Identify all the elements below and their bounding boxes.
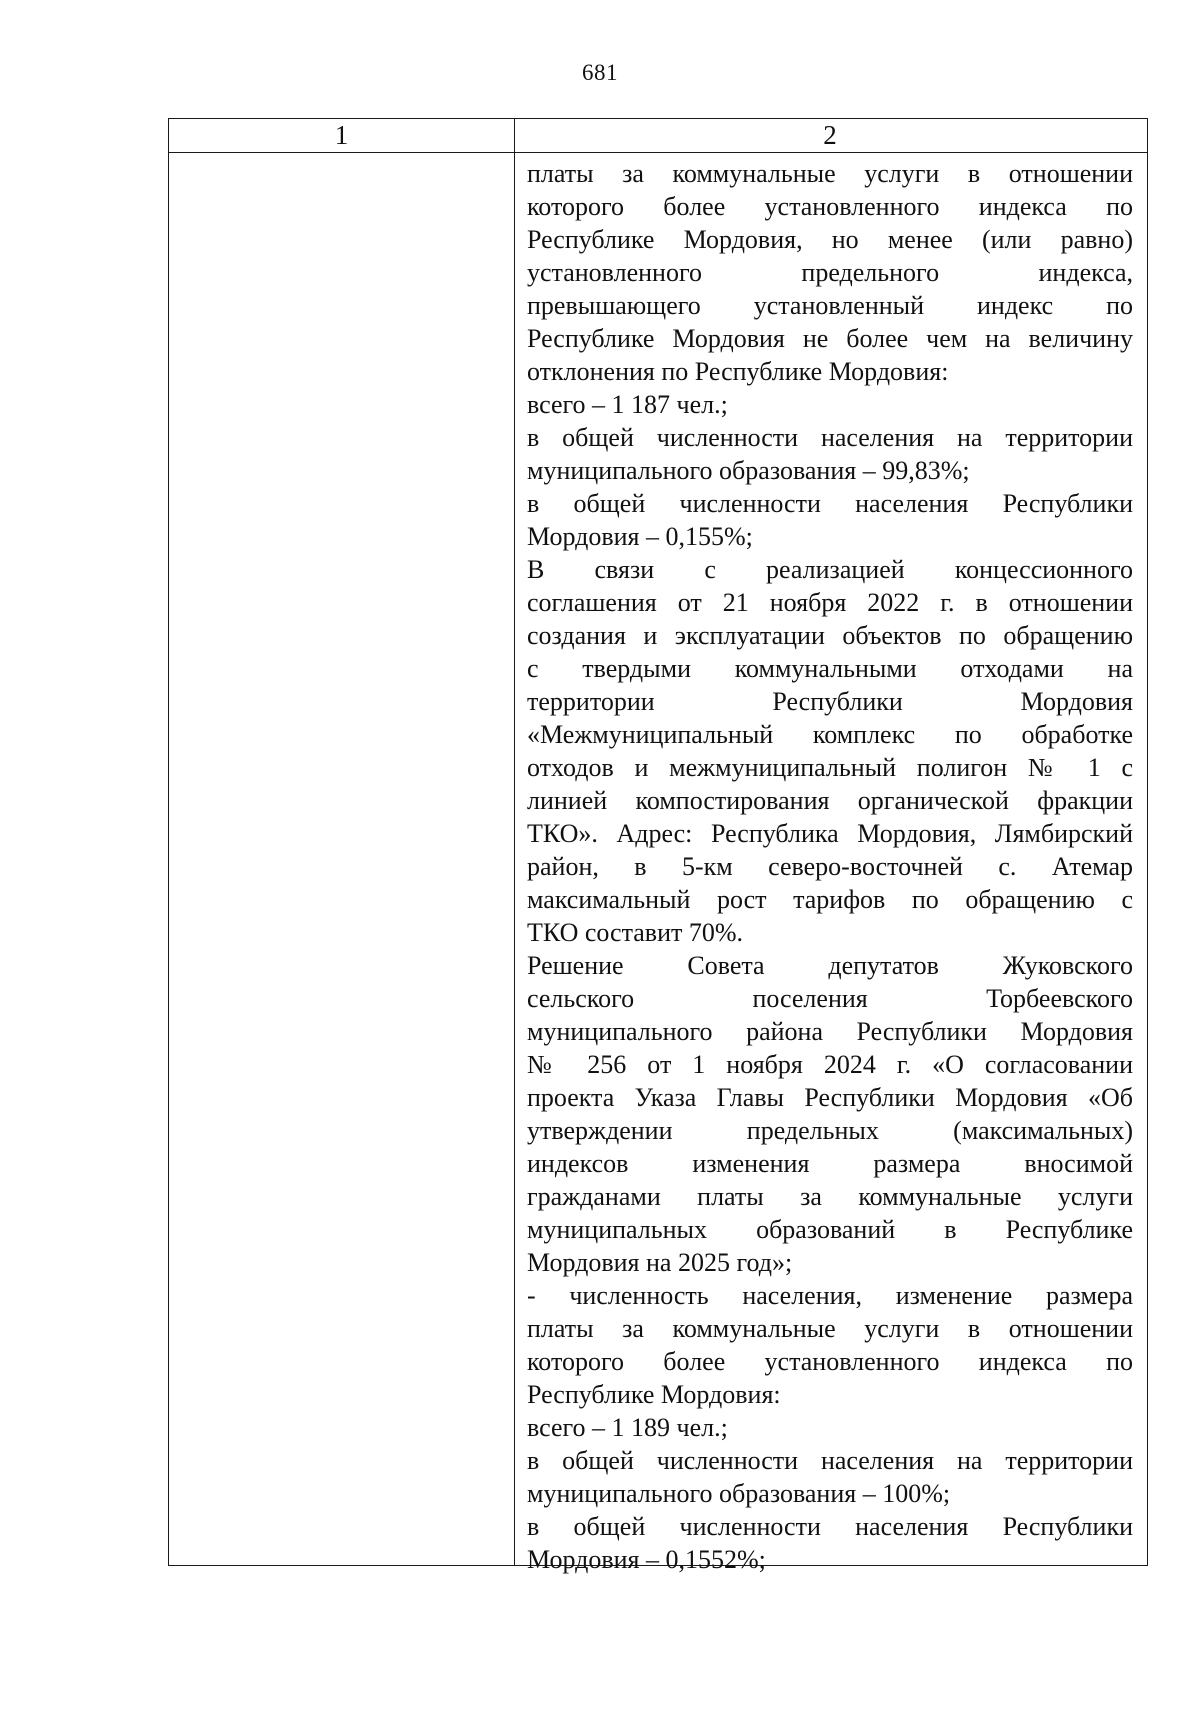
text-line: район, в 5-км северо-восточней с. Атемар (527, 852, 1133, 881)
text-line: Республике Мордовия не более чем на величину (527, 324, 1133, 353)
text-line: «Межмуниципальный комплекс по обработке (527, 720, 1133, 749)
text-line: муниципального образования – 100%; (527, 1479, 951, 1508)
text-line: максимальный рост тарифов по обращению с (527, 885, 1133, 914)
text-line: территории Республики Мордовия (527, 687, 1133, 716)
text-line: Мордовия на 2025 год»; (527, 1248, 793, 1277)
text-line: в общей численности населения Республики (527, 489, 1133, 518)
text-line: сельского поселения Торбеевского (527, 984, 1133, 1013)
text-line: утверждении предельных (максимальных) (527, 1116, 1133, 1145)
text-line: которого более установленного индекса по (527, 1347, 1133, 1376)
column-header-1: 1 (334, 120, 349, 150)
text-line: В связи с реализацией концессионного (527, 555, 1133, 584)
left-column-cell (169, 153, 514, 1565)
text-line: соглашения от 21 ноября 2022 г. в отношении (527, 588, 1133, 617)
text-line: ТКО». Адрес: Республика Мордовия, Лямбирский (527, 819, 1133, 848)
text-line: Республике Мордовия, но менее (или равно) (527, 225, 1133, 254)
text-line: превышающего установленный индекс по (527, 291, 1133, 320)
text-line: ТКО составит 70%. (527, 918, 744, 947)
text-line: муниципальных образований в Республике (527, 1215, 1133, 1244)
text-line: платы за коммунальные услуги в отношении (527, 1314, 1133, 1343)
text-line: которого более установленного индекса по (527, 192, 1133, 221)
text-line: № 256 от 1 ноября 2024 г. «О согласовании (527, 1050, 1133, 1079)
text-line: муниципального района Республики Мордовия (527, 1017, 1133, 1046)
right-column-cell (527, 157, 1133, 1576)
text-line: всего – 1 187 чел.; (527, 390, 728, 419)
text-line: в общей численности населения Республики (527, 1512, 1133, 1541)
text-line: Мордовия – 0,155%; (527, 522, 753, 551)
text-line: проекта Указа Главы Республики Мордовия «Об (527, 1083, 1133, 1112)
text-line: создания и эксплуатации объектов по обращению (527, 621, 1133, 650)
text-line: в общей численности населения на территории (527, 1446, 1133, 1475)
column-header-2: 2 (823, 120, 837, 150)
text-line: индексов изменения размера вносимой (527, 1149, 1133, 1178)
text-line: Республике Мордовия: (527, 1380, 781, 1409)
text-line: линией компостирования органической фракции (527, 786, 1133, 815)
text-line: - численность населения, изменение размера (527, 1281, 1133, 1310)
text-line: с твердыми коммунальными отходами на (527, 654, 1133, 683)
text-line: в общей численности населения на территории (527, 423, 1133, 452)
table-header-row (169, 119, 1147, 153)
text-line: гражданами платы за коммунальные услуги (527, 1182, 1133, 1211)
text-line: Мордовия – 0,1552%; (527, 1545, 766, 1574)
column-divider (514, 119, 515, 1565)
text-line: установленного предельного индекса, (527, 258, 1133, 287)
document-table (168, 118, 1148, 1574)
page-number: 681 (582, 60, 618, 85)
text-line: Решение Совета депутатов Жуковского (527, 951, 1133, 980)
text-line: муниципального образования – 99,83%; (527, 456, 970, 485)
text-line: отходов и межмуниципальный полигон № 1 с (527, 753, 1133, 782)
text-line: отклонения по Республике Мордовия: (527, 357, 949, 386)
text-line: всего – 1 189 чел.; (527, 1413, 728, 1442)
text-line: платы за коммунальные услуги в отношении (527, 159, 1133, 188)
